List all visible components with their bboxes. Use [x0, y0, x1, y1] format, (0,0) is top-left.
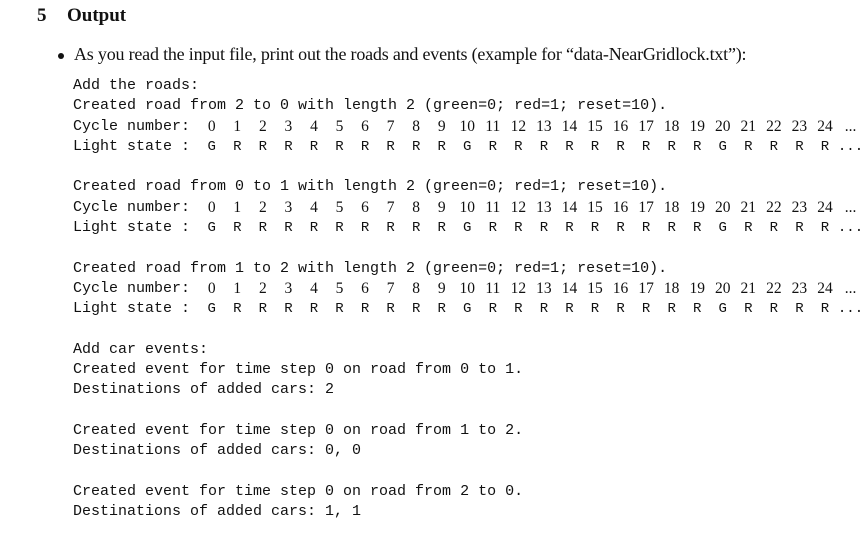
- cycle-number-cell: 19: [689, 117, 705, 135]
- light-state-cell: G: [718, 220, 727, 237]
- light-state-cell: G: [207, 220, 216, 237]
- light-label: Light state :: [73, 137, 191, 155]
- light-state-cell: G: [718, 138, 727, 155]
- light-state-cell: R: [360, 301, 370, 318]
- cycle-number-cell: 5: [335, 117, 344, 135]
- road-created-line: Created road from 2 to 0 with length 2 (green=0; red=1; reset=10).: [73, 97, 668, 115]
- light-state-cell: R: [360, 220, 370, 237]
- cycle-number-cell: 14: [561, 117, 578, 135]
- light-state-cell: R: [233, 220, 242, 237]
- cycle-number-cell: 13: [536, 117, 552, 135]
- cycle-number-cell: 1: [233, 117, 242, 135]
- light-state-row: [73, 218, 863, 238]
- light-state-cell: R: [335, 301, 344, 318]
- cycle-number-cell: 17: [638, 198, 654, 216]
- light-state-cell: R: [667, 138, 676, 155]
- road-created-line: Created road from 0 to 1 with length 2 (green=0; red=1; reset=10).: [73, 178, 668, 196]
- cycle-number-cell: ...: [844, 279, 857, 297]
- cycle-number-cell: 11: [485, 279, 501, 297]
- intro-text: As you read the input file, print out the roads and events (example for “data-NearGridlock.txt”):: [74, 44, 747, 64]
- cycle-number-cell: 24: [817, 279, 833, 297]
- cycle-number-cell: 16: [612, 198, 629, 216]
- light-state-cell: R: [565, 220, 574, 237]
- light-state-cell: R: [667, 301, 676, 318]
- light-state-cell: R: [820, 138, 830, 155]
- light-state-cell: R: [769, 138, 779, 155]
- cycle-number-cell: 10: [459, 117, 475, 135]
- cycle-number-cell: 7: [386, 117, 395, 135]
- cycle-number-cell: 22: [766, 117, 782, 135]
- road-created-line: Created road from 1 to 2 with length 2 (green=0; red=1; reset=10).: [73, 259, 668, 277]
- light-state-cell: R: [309, 301, 319, 318]
- cycle-number-cell: 7: [386, 279, 395, 297]
- cycle-number-cell: 20: [715, 198, 731, 216]
- light-state-cell: R: [411, 220, 421, 237]
- section-heading: [37, 5, 126, 27]
- cycle-number-cell: 12: [510, 279, 527, 297]
- cycle-number-row: [73, 117, 857, 137]
- cycle-number-cell: 1: [233, 279, 242, 297]
- cycle-number-cell: 13: [536, 279, 552, 297]
- cycle-number-cell: 15: [587, 198, 603, 216]
- light-state-cell: R: [692, 301, 702, 318]
- event-block: [73, 482, 667, 523]
- light-state-cell: R: [284, 301, 293, 318]
- light-state-cell: R: [667, 220, 676, 237]
- road-block: [73, 177, 863, 238]
- light-state-cell: R: [233, 138, 242, 155]
- light-state-cell: R: [437, 301, 446, 318]
- light-state-cell: R: [437, 138, 446, 155]
- cycle-label: Cycle number:: [73, 198, 191, 216]
- cycle-number-cell: 23: [791, 198, 808, 216]
- light-state-cell: R: [514, 220, 523, 237]
- light-state-cell: R: [795, 301, 804, 318]
- light-state-cell: R: [820, 301, 830, 318]
- cycle-number-cell: 2: [258, 117, 267, 135]
- light-state-cell: R: [284, 220, 293, 237]
- light-state-cell: ...: [837, 301, 863, 318]
- cycle-number-cell: 4: [310, 117, 318, 135]
- cycle-number-cell: 15: [587, 117, 603, 135]
- cycle-number-cell: 8: [412, 117, 421, 135]
- light-state-cell: G: [718, 301, 727, 318]
- light-state-cell: R: [539, 220, 549, 237]
- light-state-cell: R: [769, 220, 779, 237]
- add-roads-label: Add the roads:: [73, 77, 200, 94]
- cycle-number-cell: 18: [663, 279, 680, 297]
- light-state-row: [73, 137, 863, 157]
- cycle-number-cell: 13: [536, 198, 552, 216]
- cycle-number-cell: 2: [258, 198, 267, 216]
- event-created-line: Created event for time step 0 on road from 2 to 0.: [73, 482, 524, 500]
- cycle-number-cell: 15: [587, 279, 603, 297]
- cycle-number-cell: 21: [740, 117, 757, 135]
- road-block: [73, 96, 863, 157]
- light-state-cell: R: [590, 138, 600, 155]
- cycle-number-cell: 23: [791, 117, 808, 135]
- event-created-line: Created event for time step 0 on road from 0 to 1.: [73, 361, 524, 379]
- cycle-number-cell: 0: [207, 279, 216, 297]
- cycle-number-cell: 6: [361, 279, 369, 297]
- cycle-number-cell: 5: [335, 279, 344, 297]
- light-state-cell: G: [207, 138, 216, 155]
- section-title: Output: [67, 5, 127, 26]
- light-state-cell: R: [795, 138, 804, 155]
- section-number: 5: [37, 5, 47, 26]
- cycle-number-cell: 18: [663, 117, 680, 135]
- light-state-cell: R: [411, 138, 421, 155]
- cycle-number-cell: 23: [791, 279, 808, 297]
- cycle-number-cell: 9: [437, 117, 446, 135]
- cycle-number-cell: 10: [459, 198, 475, 216]
- light-state-cell: R: [539, 138, 549, 155]
- light-state-cell: R: [744, 220, 753, 237]
- cycle-number-cell: 14: [561, 198, 578, 216]
- event-block: [73, 360, 667, 401]
- light-state-cell: R: [258, 220, 268, 237]
- cycle-number-cell: 19: [689, 279, 705, 297]
- cycle-number-cell: 8: [412, 279, 421, 297]
- cycle-number-cell: 14: [561, 279, 578, 297]
- cycle-number-cell: 12: [510, 198, 527, 216]
- code-output-block: [73, 76, 863, 523]
- bullet-point-icon: [58, 53, 64, 59]
- event-destinations-line: Destinations of added cars: 0, 0: [73, 442, 362, 460]
- cycle-label: Cycle number:: [73, 117, 191, 135]
- event-destinations-line: Destinations of added cars: 1, 1: [73, 503, 362, 521]
- cycle-number-cell: 21: [740, 279, 757, 297]
- cycle-number-cell: 8: [412, 198, 421, 216]
- light-state-cell: R: [641, 138, 651, 155]
- cycle-number-cell: 3: [284, 198, 293, 216]
- cycle-number-cell: 1: [233, 198, 242, 216]
- light-state-row: [73, 299, 863, 319]
- light-state-cell: R: [284, 138, 293, 155]
- light-state-cell: R: [309, 220, 319, 237]
- cycle-number-cell: 12: [510, 117, 527, 135]
- light-state-cell: R: [514, 138, 523, 155]
- add-car-events-label: Add car events:: [73, 340, 209, 358]
- cycle-number-cell: 4: [310, 198, 318, 216]
- light-state-cell: R: [258, 138, 268, 155]
- cycle-number-cell: 16: [612, 117, 629, 135]
- cycle-number-cell: 22: [766, 279, 782, 297]
- cycle-number-cell: 9: [437, 279, 446, 297]
- cycle-number-cell: 10: [459, 279, 475, 297]
- light-state-cell: R: [769, 301, 779, 318]
- light-state-cell: G: [463, 301, 472, 318]
- light-state-cell: R: [744, 301, 753, 318]
- light-state-cell: ...: [837, 220, 863, 237]
- light-state-cell: R: [616, 220, 625, 237]
- cycle-number-cell: 20: [715, 117, 731, 135]
- cycle-number-cell: 18: [663, 198, 680, 216]
- cycle-label: Cycle number:: [73, 279, 191, 297]
- light-state-cell: R: [692, 138, 702, 155]
- light-state-cell: R: [335, 220, 344, 237]
- light-state-cell: R: [488, 138, 497, 155]
- light-state-cell: R: [641, 301, 651, 318]
- light-state-cell: R: [565, 301, 574, 318]
- cycle-number-cell: 21: [740, 198, 757, 216]
- light-state-cell: R: [233, 301, 242, 318]
- light-state-cell: R: [258, 301, 268, 318]
- light-state-cell: R: [411, 301, 421, 318]
- cycle-number-row: [73, 198, 857, 218]
- cycle-number-cell: 4: [310, 279, 318, 297]
- event-destinations-line: Destinations of added cars: 2: [73, 381, 335, 399]
- light-label: Light state :: [73, 300, 191, 318]
- road-block: [73, 259, 863, 320]
- event-block: [73, 421, 667, 462]
- light-state-cell: R: [616, 301, 625, 318]
- cycle-number-cell: ...: [844, 117, 857, 135]
- cycle-number-cell: ...: [844, 198, 857, 216]
- light-state-cell: R: [565, 138, 574, 155]
- light-state-cell: R: [360, 138, 370, 155]
- light-state-cell: R: [820, 220, 830, 237]
- light-state-cell: R: [386, 301, 395, 318]
- cycle-number-cell: 0: [207, 198, 216, 216]
- cycle-number-cell: 24: [817, 198, 833, 216]
- cycle-number-cell: 3: [284, 117, 293, 135]
- light-label: Light state :: [73, 219, 191, 237]
- light-state-cell: R: [744, 138, 753, 155]
- light-state-cell: R: [437, 220, 446, 237]
- cycle-number-cell: 6: [361, 117, 369, 135]
- light-state-cell: R: [641, 220, 651, 237]
- light-state-cell: R: [386, 138, 395, 155]
- cycle-number-row: [73, 279, 857, 299]
- light-state-cell: R: [309, 138, 319, 155]
- cycle-number-cell: 17: [638, 117, 654, 135]
- light-state-cell: R: [514, 301, 523, 318]
- light-state-cell: R: [386, 220, 395, 237]
- light-state-cell: R: [539, 301, 549, 318]
- cycle-number-cell: 9: [437, 198, 446, 216]
- cycle-number-cell: 11: [485, 117, 501, 135]
- cycle-number-cell: 16: [612, 279, 629, 297]
- cycle-number-cell: 2: [258, 279, 267, 297]
- event-created-line: Created event for time step 0 on road from 1 to 2.: [73, 422, 524, 440]
- cycle-number-cell: 22: [766, 198, 782, 216]
- light-state-cell: R: [488, 220, 497, 237]
- light-state-cell: R: [488, 301, 497, 318]
- cycle-number-cell: 17: [638, 279, 654, 297]
- cycle-number-cell: 19: [689, 198, 705, 216]
- cycle-number-cell: 3: [284, 279, 293, 297]
- light-state-cell: R: [590, 301, 600, 318]
- cycle-number-cell: 7: [386, 198, 395, 216]
- cycle-number-cell: 0: [207, 117, 216, 135]
- light-state-cell: ...: [837, 138, 863, 155]
- cycle-number-cell: 20: [715, 279, 731, 297]
- light-state-cell: R: [335, 138, 344, 155]
- light-state-cell: G: [463, 138, 472, 155]
- light-state-cell: R: [795, 220, 804, 237]
- cycle-number-cell: 5: [335, 198, 344, 216]
- cycle-number-cell: 24: [817, 117, 833, 135]
- light-state-cell: R: [616, 138, 625, 155]
- cycle-number-cell: 6: [361, 198, 369, 216]
- light-state-cell: G: [207, 301, 216, 318]
- light-state-cell: R: [692, 220, 702, 237]
- light-state-cell: G: [463, 220, 472, 237]
- cycle-number-cell: 11: [485, 198, 501, 216]
- light-state-cell: R: [590, 220, 600, 237]
